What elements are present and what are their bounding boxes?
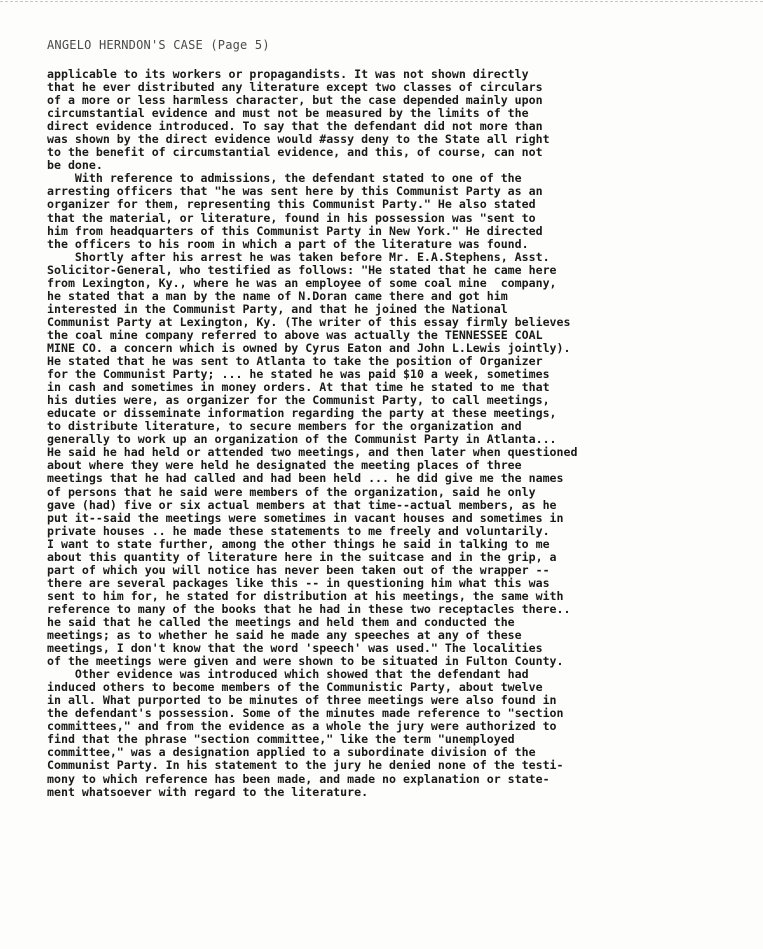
page-edge-divider bbox=[0, 1, 763, 2]
text-line: of persons that he said were members of the organization, said he only bbox=[47, 485, 536, 499]
text-line: circumstantial evidence and must not be measured by the limits of the bbox=[47, 107, 529, 121]
text-line: reference to many of the books that he had in these two receptacles there.. bbox=[47, 602, 571, 616]
text-line: He stated that he was sent to Atlanta to take the position of Organizer bbox=[47, 355, 543, 369]
text-line: about this quantity of literature here in the suitcase and in the grip, a bbox=[47, 550, 557, 564]
text-line: that the material, or literature, found in his possession was "sent to bbox=[47, 211, 536, 225]
text-line: that he ever distributed any literature except two classes of circulars bbox=[47, 81, 543, 95]
text-line: put it--said the meetings were sometimes in vacant houses and sometimes in bbox=[47, 511, 564, 525]
text-line: With reference to admissions, the defendant stated to one of the bbox=[47, 172, 522, 186]
text-line: MINE CO. a concern which is owned by Cyrus Eaton and John L.Lewis jointly). bbox=[47, 341, 571, 355]
text-line: be done. bbox=[47, 159, 103, 173]
text-line: Solicitor-General, who testified as follows: "He stated that he came here bbox=[47, 263, 557, 277]
text-line: there are several packages like this -- in questioning him what this was bbox=[47, 576, 550, 590]
text-line: meetings; as to whether he said he made any speeches at any of these bbox=[47, 629, 522, 643]
text-line: he said that he called the meetings and held them and conducted the bbox=[47, 615, 515, 629]
text-line: to distribute literature, to secure members for the organization and bbox=[47, 420, 522, 434]
text-line: the defendant's possession. Some of the minutes made reference to "section bbox=[47, 707, 564, 721]
text-line: gave (had) five or six actual members at that time--actual members, as he bbox=[47, 498, 557, 512]
text-line: to the benefit of circumstantial evidence, and this, of course, can not bbox=[47, 146, 543, 160]
text-line: applicable to its workers or propagandists. It was not shown directly bbox=[47, 68, 529, 81]
text-line: the officers to his room in which a part of the literature was found. bbox=[47, 237, 529, 251]
text-line: meetings, I don't know that the word 'speech' was used." The localities bbox=[47, 642, 543, 656]
text-line: sent to him for, he stated for distribution at his meetings, the same with bbox=[47, 589, 564, 603]
text-line: meetings that he had called and had been held ... he did give me the names bbox=[47, 472, 564, 486]
text-line: Other evidence was introduced which showed that the defendant had bbox=[47, 668, 529, 682]
text-line: in all. What purported to be minutes of three meetings were also found in bbox=[47, 694, 557, 708]
text-line: educate or disseminate information regarding the party at these meetings, bbox=[47, 407, 557, 421]
text-line: ment whatsoever with regard to the literature. bbox=[47, 785, 369, 799]
text-line: his duties were, as organizer for the Communist Party, to call meetings, bbox=[47, 394, 550, 408]
text-line: He said he had held or attended two meetings, and then later when questioned bbox=[47, 446, 578, 460]
text-line: mony to which reference has been made, and made no explanation or state- bbox=[47, 772, 550, 786]
text-line: organizer for them, representing this Communist Party." He also stated bbox=[47, 198, 536, 212]
text-line: was shown by the direct evidence would #assy deny to the State all right bbox=[47, 133, 550, 147]
text-line: of a more or less harmless character, but the case depended mainly upon bbox=[47, 94, 543, 108]
text-line: direct evidence introduced. To say that the defendant did not more than bbox=[47, 120, 543, 134]
text-line: committee," was a designation applied to a subordinate division of the bbox=[47, 746, 536, 760]
text-line: he stated that a man by the name of N.Doran came there and got him bbox=[47, 289, 508, 303]
text-line: from Lexington, Ky., where he was an employee of some coal mine company, bbox=[47, 276, 557, 290]
text-line: in cash and sometimes in money orders. At that time he stated to me that bbox=[47, 381, 550, 395]
text-line: interested in the Communist Party, and that he joined the National bbox=[47, 302, 508, 316]
text-line: Communist Party. In his statement to the jury he denied none of the testi- bbox=[47, 759, 564, 773]
text-line: about where they were held he designated the meeting places of three bbox=[47, 459, 522, 473]
text-line: for the Communist Party; ... he stated he was paid $10 a week, sometimes bbox=[47, 368, 550, 382]
text-line: Shortly after his arrest he was taken before Mr. E.A.Stephens, Asst. bbox=[47, 250, 550, 264]
text-line: of the meetings were given and were shown to be situated in Fulton County. bbox=[47, 655, 564, 669]
page-header: ANGELO HERNDON'S CASE (Page 5) bbox=[47, 38, 270, 52]
text-line: I want to state further, among the other things he said in talking to me bbox=[47, 537, 550, 551]
text-line: Communist Party at Lexington, Ky. (The writer of this essay firmly believes bbox=[47, 315, 571, 329]
text-line: generally to work up an organization of the Communist Party in Atlanta... bbox=[47, 433, 557, 447]
text-line: committees," and from the evidence as a whole the jury were authorized to bbox=[47, 720, 557, 734]
document-body bbox=[47, 68, 727, 799]
text-line: him from headquarters of this Communist Party in New York." He directed bbox=[47, 224, 543, 238]
text-line: private houses .. he made these statements to me freely and voluntarily. bbox=[47, 524, 550, 538]
text-line: the coal mine company referred to above was actually the TENNESSEE COAL bbox=[47, 328, 543, 342]
text-line: part of which you will notice has never been taken out of the wrapper -- bbox=[47, 563, 550, 577]
text-line: arresting officers that "he was sent here by this Communist Party as an bbox=[47, 185, 543, 199]
text-line: induced others to become members of the Communistic Party, about twelve bbox=[47, 681, 543, 695]
text-line: find that the phrase "section committee," like the term "unemployed bbox=[47, 733, 515, 747]
